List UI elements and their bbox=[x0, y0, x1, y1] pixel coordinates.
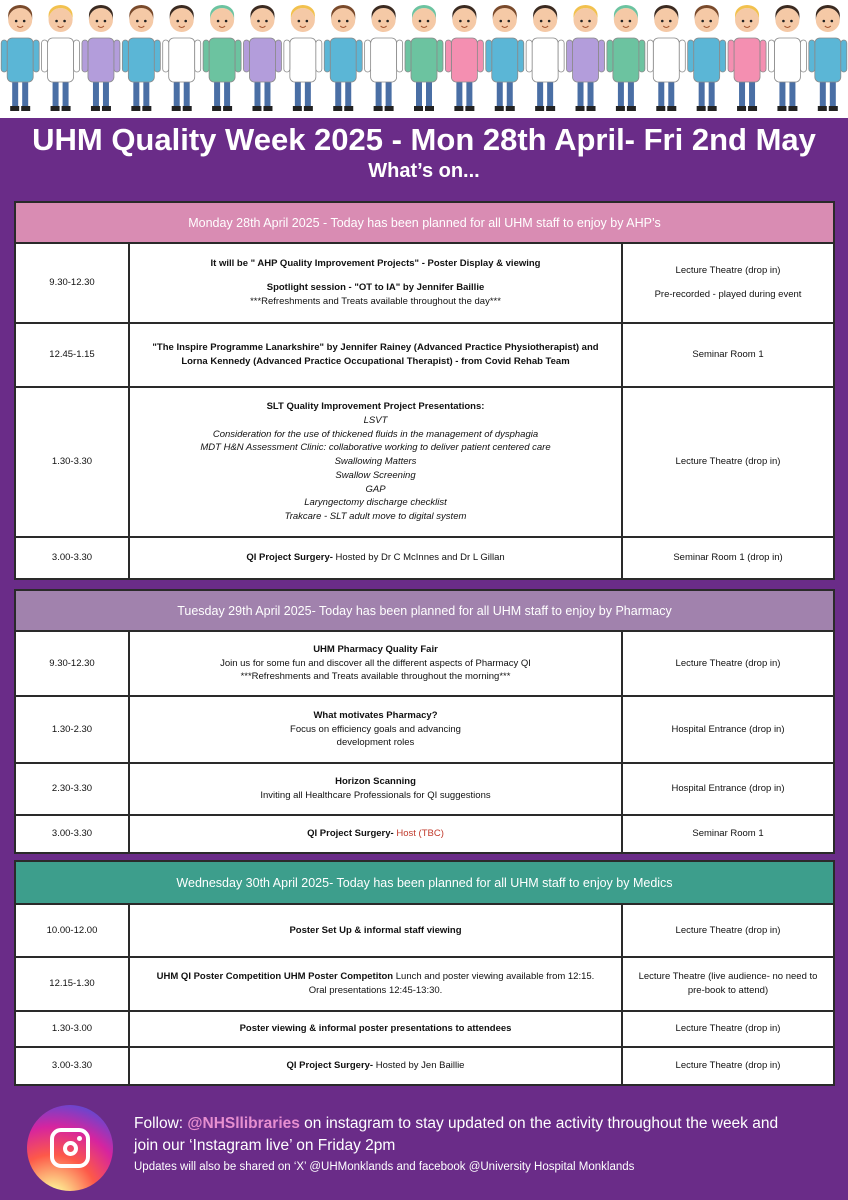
location-cell: Lecture Theatre (drop in) bbox=[675, 1023, 781, 1035]
time-cell: 3.00-3.30 bbox=[16, 816, 130, 852]
staff-figure bbox=[445, 5, 483, 111]
instagram-live-text: join our ‘Instagram live’ on Friday 2pm bbox=[134, 1137, 396, 1155]
event-cell bbox=[130, 324, 623, 386]
event-title: What motivates Pharmacy? bbox=[313, 709, 438, 721]
location-text: Lecture Theatre (live audience- no need to bbox=[638, 971, 818, 983]
table-row bbox=[16, 905, 833, 958]
location-cell: Seminar Room 1 bbox=[692, 828, 764, 840]
staff-figure bbox=[405, 5, 443, 111]
staff-figure bbox=[365, 5, 403, 111]
wednesday-schedule-table bbox=[14, 860, 835, 1086]
time-cell: 1.30-3.30 bbox=[16, 388, 130, 536]
time-cell: 2.30-3.30 bbox=[16, 764, 130, 814]
staff-figure bbox=[82, 5, 120, 111]
event-description: Join us for some fun and discover all the different aspects of Pharmacy QI bbox=[220, 657, 531, 669]
location-cell bbox=[623, 244, 833, 322]
location-cell: Lecture Theatre (drop in) bbox=[675, 1060, 781, 1072]
event-title: "The Inspire Programme Lanarkshire" by Jennifer Rainey (Advanced Practice Physiotherapist) and bbox=[152, 342, 599, 354]
event-title: QI Project Surgery- bbox=[307, 828, 394, 840]
table-row bbox=[16, 324, 833, 388]
time-cell: 9.30-12.30 bbox=[16, 632, 130, 695]
location-cell bbox=[623, 958, 833, 1010]
footer-follow-text bbox=[134, 1113, 844, 1158]
time-cell: 12.45-1.15 bbox=[16, 324, 130, 386]
location-cell: Seminar Room 1 (drop in) bbox=[673, 552, 783, 564]
table-row bbox=[16, 958, 833, 1012]
monday-header: Monday 28th April 2025 - Today has been planned for all UHM staff to enjoy by AHP’s bbox=[16, 203, 833, 244]
event-description: Inviting all Healthcare Professionals for QI suggestions bbox=[260, 790, 491, 801]
instagram-icon[interactable] bbox=[27, 1105, 113, 1191]
page-subtitle: What’s on... bbox=[368, 160, 480, 182]
location-cell: Lecture Theatre (drop in) bbox=[675, 657, 781, 669]
list-item: Swallow Screening bbox=[335, 469, 416, 481]
event-host: Hosted by Jen Baillie bbox=[373, 1060, 465, 1072]
time-cell: 3.00-3.30 bbox=[16, 1048, 130, 1084]
table-row bbox=[16, 697, 833, 764]
location-cell: Seminar Room 1 bbox=[692, 349, 764, 361]
staff-figure bbox=[243, 5, 281, 111]
event-description: Lunch and poster viewing available from 12:15. bbox=[393, 971, 595, 983]
location-text: Lecture Theatre (drop in) bbox=[675, 265, 781, 277]
table-row bbox=[16, 1048, 833, 1084]
staff-figure bbox=[688, 5, 726, 111]
list-item: Consideration for the use of thickened fluids in the management of dysphagia bbox=[212, 428, 539, 440]
event-title: UHM Pharmacy Quality Fair bbox=[313, 643, 438, 655]
table-row bbox=[16, 244, 833, 324]
location-text: pre-book to attend) bbox=[687, 985, 769, 996]
location-cell: Lecture Theatre (drop in) bbox=[675, 456, 781, 468]
staff-figure bbox=[203, 5, 241, 111]
event-description: Oral presentations 12:45-13:30. bbox=[308, 985, 443, 996]
event-spotlight: Spotlight session - "OT to IA" by Jennifer Baillie bbox=[266, 282, 485, 294]
event-note: ***Refreshments and Treats available throughout the morning*** bbox=[240, 671, 511, 683]
time-cell: 9.30-12.30 bbox=[16, 244, 130, 322]
staff-figure bbox=[809, 5, 847, 111]
staff-figure bbox=[486, 5, 524, 111]
event-host: Hosted by Dr C McInnes and Dr L Gillan bbox=[332, 552, 505, 564]
time-cell: 10.00-12.00 bbox=[16, 905, 130, 956]
event-cell bbox=[130, 388, 623, 536]
social-updates-text: Updates will also be shared on ‘X’ @UHMonklands and facebook @University Hospital Monklands bbox=[134, 1161, 635, 1173]
list-item: Trakcare - SLT adult move to digital system bbox=[284, 511, 467, 523]
event-title: UHM QI Poster Competition UHM Poster Competiton bbox=[156, 971, 394, 983]
event-title: QI Project Surgery- bbox=[286, 1060, 374, 1072]
staff-figure bbox=[163, 5, 201, 111]
event-title: Horizon Scanning bbox=[335, 776, 416, 788]
event-title: Lorna Kennedy (Advanced Practice Occupational Therapist) - from Covid Rehab Team bbox=[181, 356, 570, 367]
staff-figure bbox=[324, 5, 362, 111]
event-title: It will be " AHP Quality Improvement Projects" - Poster Display & viewing bbox=[210, 258, 541, 270]
staff-illustration bbox=[0, 0, 848, 118]
staff-figure bbox=[768, 5, 806, 111]
event-cell bbox=[130, 1048, 623, 1084]
location-cell: Hospital Entrance (drop in) bbox=[671, 783, 785, 795]
staff-figure bbox=[567, 5, 605, 111]
instagram-handle-link[interactable]: @NHSllibraries bbox=[187, 1115, 300, 1132]
page-title: UHM Quality Week 2025 - Mon 28th April- Fri 2nd May bbox=[32, 122, 816, 157]
event-title-line bbox=[157, 970, 595, 984]
time-cell: 3.00-3.30 bbox=[16, 538, 130, 578]
staff-figure bbox=[42, 5, 80, 111]
event-title: SLT Quality Improvement Project Presentations: bbox=[266, 401, 485, 413]
time-cell: 12.15-1.30 bbox=[16, 958, 130, 1010]
time-cell: 1.30-3.00 bbox=[16, 1012, 130, 1046]
staff-illustration-banner bbox=[0, 0, 848, 118]
event-cell bbox=[130, 816, 623, 852]
staff-figure bbox=[526, 5, 564, 111]
event-cell bbox=[130, 958, 623, 1010]
monday-schedule-table bbox=[14, 201, 835, 580]
location-text: Pre-recorded - played during event bbox=[654, 289, 802, 300]
event-note: ***Refreshments and Treats available throughout the day*** bbox=[250, 295, 501, 307]
event-title: QI Project Surgery- bbox=[246, 552, 333, 564]
list-item: GAP bbox=[365, 483, 386, 495]
staff-figure bbox=[284, 5, 322, 111]
tuesday-header: Tuesday 29th April 2025- Today has been planned for all UHM staff to enjoy by Pharmacy bbox=[16, 591, 833, 632]
follow-label: Follow: bbox=[134, 1115, 188, 1132]
tuesday-schedule-table bbox=[14, 589, 835, 854]
event-description: Focus on efficiency goals and advancing bbox=[290, 723, 461, 735]
event-description: development roles bbox=[336, 737, 415, 749]
event-cell bbox=[130, 632, 623, 695]
staff-figure bbox=[122, 5, 160, 111]
table-row bbox=[16, 764, 833, 816]
table-row bbox=[16, 816, 833, 852]
footer bbox=[0, 1090, 848, 1200]
event-cell: Poster Set Up & informal staff viewing bbox=[130, 905, 623, 956]
staff-figure bbox=[728, 5, 766, 111]
location-cell: Hospital Entrance (drop in) bbox=[671, 723, 785, 735]
staff-figure bbox=[647, 5, 685, 111]
list-item: Laryngectomy discharge checklist bbox=[304, 497, 447, 509]
staff-figure bbox=[607, 5, 645, 111]
list-item: LSVT bbox=[363, 414, 388, 426]
table-row bbox=[16, 1012, 833, 1048]
table-row bbox=[16, 388, 833, 538]
event-cell: Poster viewing & informal poster presentations to attendees bbox=[130, 1012, 623, 1046]
staff-figure bbox=[1, 5, 39, 111]
table-row bbox=[16, 632, 833, 697]
event-cell bbox=[130, 764, 623, 814]
location-cell: Lecture Theatre (drop in) bbox=[675, 924, 781, 936]
follow-text: on instagram to stay updated on the activity throughout the week and bbox=[299, 1115, 779, 1132]
time-cell: 1.30-2.30 bbox=[16, 697, 130, 762]
event-cell bbox=[130, 697, 623, 762]
event-cell bbox=[130, 538, 623, 578]
table-row bbox=[16, 538, 833, 578]
wednesday-header: Wednesday 30th April 2025- Today has been planned for all UHM staff to enjoy by Medics bbox=[16, 862, 833, 905]
list-item: Swallowing Matters bbox=[334, 456, 417, 468]
event-host: Host (TBC) bbox=[393, 828, 444, 840]
list-item: MDT H&N Assessment Clinic: collaborative working to deliver patient centered care bbox=[200, 442, 551, 454]
event-cell bbox=[130, 244, 623, 322]
